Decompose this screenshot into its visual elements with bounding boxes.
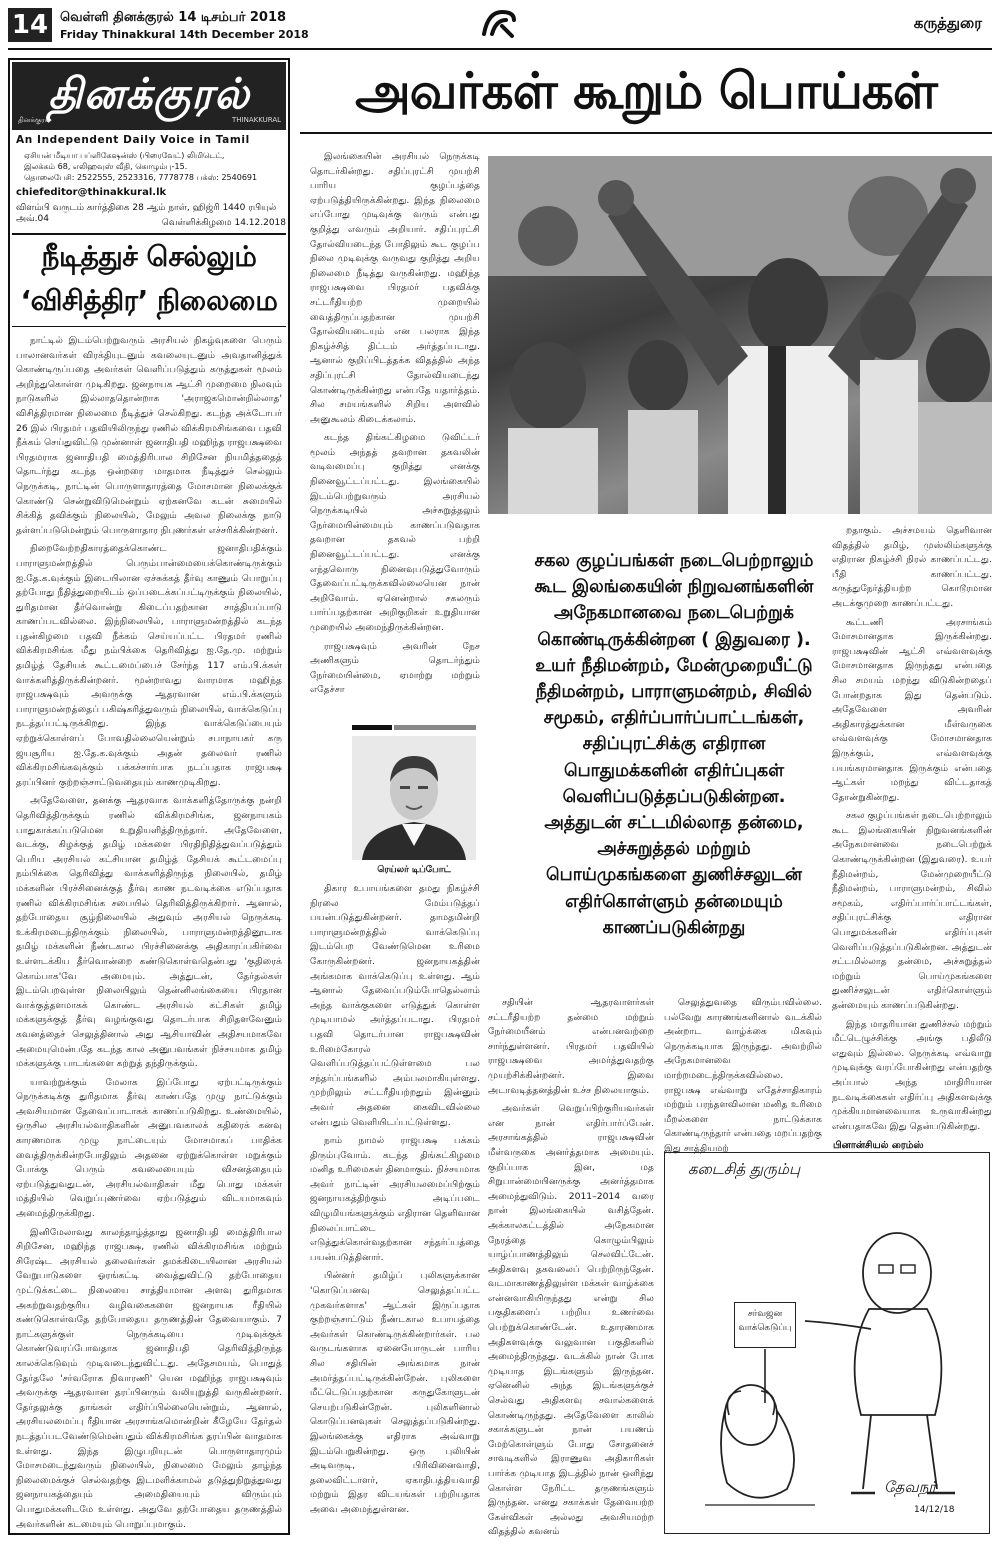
author-portrait-figure — [352, 736, 476, 860]
rally-photo — [488, 156, 992, 514]
editorial-paragraph: அதேவேளை, தனக்கு ஆதரவாக வாக்களித்தோருக்கு நன்றி தெரிவித்திருக்கும் ரணில் விக்கிரமசிங்க, ஜனநாயகம் பாதுகாக்கப்படுமென உறுதியளித்திருந்தார். அதேவேளை, வடக்கு, கிழக்குத் தமிழ் மக்களை பிரதிநிதித்துவப்படுத்தும் பெரிய அரசியல் கட்சியான தமிழ்த் தேசியக் கூட்டமைப்பு நம்பிக்கை தெரிவித்து வாக்களித்திருந்த நிலையில், தமிழ் மக்களின் பிரச்சினைக்குத் தீர்வு காண நடவடிக்கை எடுப்பதாக ரணில் விக்கிரமசிங்க சபையில் தெரிவித்திருக்கிறார். ஆனால், தற்போதைய சூழ்நிலையில் அதுவும் அரசியல் நெருக்கடி உக்கிரமடைந்திருக்கும் நிலையில், பாராளுமன்றத்தினூடாக தமிழ் மக்களின் நீண்டகால பிரச்சினைக்கு அதிகாரப்பகிர்வை உள்ளடக்கிய தீர்வொன்றை கண்டுகொள்வதென்பது 'குதிரைக் கொம்பாக'வே அமையும். அத்துடன், தேர்தல்கள் இடம்பெறவுள்ள நிலையிலும் தென்னிலங்கையை பிரதான வாக்குத்தளமாகக் கொண்ட அரசியல் கட்சிகள் தமிழ் மக்களுக்குத் தீர்வு வழங்குவது தொடர்பாக சிறிதளவேனும் கவனத்தைச் செலுத்தினால் அது ஆசியாவின் அதிசயமாகவே அமையுமென்பதே கடந்த கால அனுபவங்கள் நிச்சயமாக தமிழ் மக்களுக்கு பாடங்களை கற்றுத் தந்திருக்கும். — [16, 795, 282, 1070]
rally-photo-figures — [488, 156, 992, 514]
pull-quote: சகல குழப்பங்கள் நடைபெற்றாலும் கூட இலங்கையின் நிறுவனங்களின் அநேகமானவை நடைபெற்றுக் கொண்டிருக்கின்றன ( இதுவரை ). உயர் நீதிமன்றம், மேன்முறையீட்டு நீதிமன்றம், பாராளுமன்றம், சிவில் சமூகம், எதிர்ப்பார்ப்பாட்டங்கள், சதிப்புரட்சிக்கு எதிரான பொதுமக்களின் எதிர்ப்புகள் வெளிப்படுத்தப்படுகின்றன. அத்துடன் சட்டமில்லாத தன்மை, அச்சுறுத்தல் மற்றும் பொய்முகங்களை துணிச்சலுடன் எதிர்கொள்ளும் தன்மையும் காணப்படுகின்றது — [534, 551, 814, 938]
editorial-paragraph: இனிமேலாவது காலந்தாழ்த்தாது ஜனாதிபதி மைத்திரிபால சிறிசேன, மஹிந்த ராஜபக்ஷ, ரணில் விக்கிரமசிங்க மற்றும் சிரேஷ்ட அரசியல் தலைவர்கள் தமக்கிடையிலான அரசியல் வேறுபாடுகளை ஓரங்கட்டி வைத்துவிட்டு தற்போதைய முட்டுக்கட்டை நிலையை சாத்தியமான அளவு துரிதமாக அகற்றுவதற்குரிய வழிவகைகளை ஜனநாயக ரீதியில் கண்டுகொள்வதே தற்போதைய தருணத்தின் தேவையாகும். 7 நாட்களுக்குள் நெருக்கடியை முடிவுக்குக் கொண்டுவரப்போவதாக ஜனாதிபதி தெரிவித்திருந்த காலக்கெடுவும் முடிவடைந்துவிட்டது. அதேசமயம், பொதுத் தேர்தலே 'சர்வரோக நிவாரணி' யென மஹிந்த ராஜபக்ஷவும் அவருக்கு ஆதரவான தரப்பினரும் வலியுறுத்தி வருகின்றனர். தேர்தலுக்கு தாங்கள் எதிர்ப்பில்லையென்றும், ஆனால், அரசியலமைப்பு ரீதியான அரசாங்கமொன்றின் கீழேயே தேர்தல் நடத்தப்படவேண்டுமென்பதும் விக்கிரமசிங்க தரப்பின் வாதமாக உள்ளது. இந்த இழுபறியுடன் பொருளாதாரமும் மோசமடைந்துவரும் நிலையில், நிலைமை மேலும் தாழ்ந்த நிலைமைக்குச் செல்வதற்கு இடமளிக்காமல் தடுத்துநிறுத்துவது ஜனநாயகத்தையும் அமைதியையும் விரும்பும் பொதுமக்களிடமே உள்ளது. அதுவே தற்போதைய தருணத்தில் அவர்களின் கடமையும் பொறுப்புமாகும். — [16, 1226, 282, 1530]
editorial-paragraph: நிறைவேற்றதிகாரத்தைக்கொண்ட ஜனாதிபதிக்கும் பாராளுமன்றத்தில் பெரும்பான்மையைக்கொண்டிருக்கும் ஐ.தே.க.வுக்கும் இடையிலான ஏச்சுக்கத் தீர்வு காணும் பொறுப்பு தற்போது நீதித்துறையிடம் ஒப்படைக்கப்பட்டிருக்கும் நிலையில், துரிதமான தீர்வொன்று கிடைப்பதற்கான சாத்தியப்பாடு காணப்படவில்லை. இந்நிலையில், பாராளுமன்றத்தில் கடந்த புதன்கிழமை பதவி நீக்கம் செய்யப்பட்ட பிரதமர் ரணில் விக்கிரமசிங்க மீது நம்பிக்கை தெரிவித்து ஐ.தே.மு. மற்றும் தமிழ்த் தேசியக் கூட்டமைப்பைச் சேர்ந்த 117 எம்.பி.க்கள் வாக்களித்திருக்கின்றனர். மூன்றாவது வாரமாக மஹிந்த ராஜபக்ஷவும் அவருக்கு ஆதரவான எம்.பி.க்களும் பாராளுமன்றத்தைப் பகிஷ்கரித்துவரும் நிலையில், வாக்கெடுப்பு நடத்தப்பட்டிருக்கிறது. இந்த வாக்கெடுப்பையும் ஏற்றுக்கொள்ளப் போவதில்லையென்றும் சபாநாயகர் கரு ஜயசூரிய ஐ.தே.க.வுக்கும் அதன் தலைவர் ரணில் விக்கிரமசிங்கவுக்கும் பக்கச்சார்பாக நடப்பதாக ராஜபக்ஷ தரப்பினர் குற்றஞ்சாட்டுவதையும் காணமுடிகிறது. — [16, 543, 282, 788]
section-label: கருத்துரை — [913, 14, 982, 32]
author-portrait — [352, 736, 476, 860]
cartoon-title: கடைசித் துரும்பு — [688, 1160, 801, 1178]
article-paragraph: ராஜபக்ஷவும் அவரின் நேச அணிகளும் தொடர்ந்தும் நேர்மையின்மை, ஏமாற்று மற்றும் எதேச்சா — [310, 640, 480, 696]
article-column-4 — [832, 524, 992, 1136]
editorial-title-line2: ‘விசித்திர’ நிலைமை — [20, 284, 278, 317]
header-rule — [8, 48, 992, 50]
cartoonist-signature: தேவநர் — [884, 1478, 937, 1496]
article-paragraph: திகார உபாயங்களை தமது நிகழ்ச்சி நிரலை மேம்படுத்தப் பயன்படுத்துகின்றனர். தாமதமின்றி பாராளுமன்றத்தில் வாக்கெடுப்பு இடம்பெற வேண்டுமென உரிமை கோருகின்றனர். ஜனநாயகத்தின் அங்கமாக வாக்கெடுப்பு உள்ளது. ஆம் ஆனால் தேவைப்படும்போதெல்லாம் அந்த வாக்குகளை எடுத்துக் கொள்ள முடியாமல் அர்த்தப்படாது. பிரதமர் பதவி தொடர்பான ராஜபக்ஷவின் உரிமைகோரல் வெளிப்படுத்தப்பட்டுள்ளமை பல சந்தர்ப்பங்களில் அம்பலமாகியுள்ளது. முற்றிலும் சட்டரீதியற்றதும் இன்னும் அவர் அதனை கைவிடவில்லை என்பதும் வெளியிடப்பட்டுள்ளது. — [310, 883, 480, 1128]
article-column-1-bottom — [310, 882, 480, 1532]
cartoon-signboard — [734, 1302, 796, 1348]
article-paragraph: றதாகும். அச்சமயம் தெளிவான விதத்தில் தமிழ், முஸ்லிம்களுக்கு எதிரான நிகழ்ச்சி நிரல் காணப்பட்டது. பீதி காணப்பட்டது. கருத்துநேர்த்தியற்ற கொடூரமான அடக்குமுறை காணப்பட்டது. — [832, 525, 992, 609]
masthead-rule — [12, 233, 286, 235]
masthead-address: இலக்கம் 68, எலிஹவுஸ் வீதி, கொழும்பு-15. — [24, 162, 188, 171]
portrait-caption: ரெய்லர் டிப்போட் — [377, 865, 451, 875]
article-paragraph: சதியின் ஆதரவாளர்கள் சட்டரீதியற்ற தன்மை மற்றும் நேர்மையீனம் என்பனவற்றை சார்ந்துள்ளனர். பிரதமர் பதவியில் ராஜபக்ஷவை அமர்த்துவதற்கு முயற்சிக்கின்றனர். இவை அடாவடித்தனத்தின் உச்ச நிலையாகும். — [488, 997, 654, 1096]
masthead-weekday-date: வெள்ளிக்கிழமை 14.12.2018 — [161, 218, 286, 228]
article-paragraph: இலங்கையின் அரசியல் நெருக்கடி தொடர்கின்றது. சதிப்புரட்சி முயற்சி பாரிய குழப்பத்தை ஏற்படுத்தியிருக்கின்றது. இந்த நிலைமை எப்போது முடிவுக்கு வரும் என்பது குறித்து எவரும் அறியார். சதிப்புரட்சி தோல்வியடைந்த போதிலும் கூட குழப்ப நிலை முடிவுக்கு வருவது குறித்து அறிய நிலைமை நீடித்து வருகின்றது. மஹிந்த ராஜபக்ஷவை பிரதமர் பதவிக்கு சட்டரீதியற்ற முறையில் வைத்திருப்பதற்கான முயற்சி தோல்வியடையும் என பலராக இந்த நிகழ்ச்சித் திட்டம் அர்த்தப்படாது. ஆனால் குறிப்பிடத்தக்க விதத்தில் அந்த சதிப்புரட்சி தோல்வியடைந்து கொண்டிருக்கின்றது என்பதே யதார்த்தம். சில சமயங்களில் சிறிய அளவில் அனுகூலம் கிடைக்கலாம். — [310, 151, 480, 425]
article-paragraph: அவர்கள் வெறுப்பிற்குரியவர்கள் என நான் எதிர்பார்ப்பேன். அரசாங்கத்தில் ராஜபக்ஷவின் மீள்வருகை அனர்த்தமாக அமையும். குறிப்பாக இன, மத சிறுபான்மையினருக்கு அனர்த்தமாக அமைந்துவிடும். 2011–2014 வரை நான் இலங்கையில் வசித்தேன். அக்காலகட்டத்தில் அநேகமான நேரத்தை கொழும்பிலும் யாழ்ப்பாணத்திலும் செலவிட்டேன். அதிகளவு தகவலைப் பெற்றிருந்தேன். வடமாகாணத்திலுள்ள மக்கள் வாழ்க்கை என்னவாகியிருந்தது என்று சில பகுதிகளைப் பற்றிய உணர்வை பெற்றுக்கொண்டேன். உதாரணமாக அதிகளவுக்கு வலுவான பகுதிகளில் அமைந்திருந்தது. வடக்கில் நான் போக முடியாத இடங்களும் இருந்தன. ஏனெனில் அந்த இடங்களுக்குச் செல்வது அதிகளவு சவால்களைக் கொண்டிருந்தது. அதேவேளை காலில் சகாக்களுடன் நான் பயணம் மேற்கொள்ளும் போது சோதனைச் சாவடிகளில் இராணுவ அதிகாரிகள் பார்க்க முடியாத இடத்தில் நான் ஒளிந்து கொள்ள நேரிட்ட தருணங்களும் இருந்தன. எனது சகாக்கள் தேவையற்ற கேள்விகள் அல்லது அவசியமற்ற விதத்தில் கவனம் — [488, 1103, 654, 1538]
masthead-email: chiefeditor@thinakkural.lk — [16, 187, 167, 198]
portrait-accent-bar — [394, 725, 476, 730]
masthead-publisher: ஏசியன் மீடியா பப்ளிகேஷன்ஸ் (பிரைவேட்) லிமிடெட், — [24, 151, 225, 160]
editorial-body — [16, 334, 282, 1530]
article-paragraph: இந்த மாதரியான துணிச்சல் மற்றும் மீட்டெழுச்சிக்கு அங்கு பதிலீடு எதுவும் இல்லை. நெருக்கடி எவ்வாறு முடிவுக்கு வரப்போகின்றது என்பதற்கு அப்பால் அந்த மாதிரியான நடவடிக்கைகள் எதிர்ப்பு அதிகளவுக்கு முக்கியமானவையாக உருவாகின்றது என்பதாகவே இது தென்படுகின்றது. — [832, 1018, 992, 1132]
portrait-accent-bar — [352, 725, 392, 730]
masthead-phone: தொலைபேசி: 2522555, 2523316, 7778778 பக்ஸ்: 2540691 — [24, 173, 258, 182]
article-column-2-bottom — [488, 996, 654, 1538]
article-paragraph: செலுத்துவதை விரும்பவில்லை. பல்வேறு காரணங்களினால் வடக்கில் அன்றாட வாழ்க்கை மிகவும் நெருக்கடியாக இருந்தது. அவற்றில் அநேகமானவை மாற்றமடைந்திருக்கவில்லை. ராஜபக்ஷ எவ்வாறு எதேச்சாதிகாரம் மற்றும் பரந்தளவிலான மனித உரிமை மீறல்களை நாட்டுக்காக கொண்டிருந்தார் என்பதை மறப்பதற்கு இது சாத்தியமற் — [664, 997, 822, 1154]
page-number: 14 — [8, 8, 52, 42]
article-byline: பினான்சியல் ரைம்ஸ் — [833, 1140, 924, 1151]
masthead-logo-small-tamil: தினக்குரல் — [18, 116, 51, 124]
article-paragraph: நாம் நாமல் ராஜபக்ஷ பக்கம் திரும்புவோம். கடந்த திங்கட்கிழமை மனித உரிமைகள் தினமாகும். நிச்சயமாக அவர் நாட்டின் அரசியலமைப்பிற்கும் ஜனநாயகத்திற்கும் அடிப்படை விழுமியங்களுக்கும் எதிரான தெளிவான நிலைப்பாட்டை எடுத்துக்கொள்வதற்கான சந்தர்ப்பத்தை பயன்படுத்தினார். — [310, 1135, 480, 1263]
editorial-title-line1: நீடித்துச் செல்லும் — [41, 240, 257, 273]
article-column-1-top — [310, 150, 480, 718]
cartoon-signboard-line2: வாக்கெடுப்பு — [738, 1323, 792, 1333]
headline-rule — [300, 132, 992, 134]
editorial-paragraph: யாவற்றுக்கும் மேலாக இப்போது ஏற்பட்டிருக்கும் நெருக்கடிக்கு துரிதமாக தீர்வு காண்பதே முழு நாட்டுக்கும் அவசியமான தேவைப்பாடாகக் காணப்படுகிறது. உண்மையில், ஒருசில அரசியல்வாதிகளின் அனுபவகாலக் கதிரைக் கனவு காரணமாக முழு நாட்டையும் மோசமாகப் பாதிக்க வைத்திருக்கின்றபோதிலும் அதனை ஏற்றுக்கொள்ள மறுக்கும் போக்கு பெரும் கவலையையும் விசனத்தையும் ஏற்படுத்துவதுடன், அரசியல்வாதிகள் மீது பொது மக்கள் மத்தியில் வெறுப்புணர்வை ஏற்படுத்தும் விடயமாகவும் அமைந்திருக்கிறது. — [16, 1076, 282, 1220]
cartoon-signboard-line1: சர்வஜன — [747, 1309, 783, 1319]
editorial-paragraph: நாட்டில் இடம்பெற்றுவரும் அரசியல் நிகழ்வுகளை பெரும் பாலானவர்கள் விரக்தியுடனும் கவலையுடனும் அவதானித்துக் கொண்டிருப்பதை அவர்கள் வெளிப்படுத்தும் கருத்துகள் மூலம் அறிந்துகொள்ள முடிகிறது. ஜனநாயக ஆட்சி முறைமை நிலவும் நாடுகளில் இல்லாததொன்றாக 'அராஜகமொன்றில்லாத' விசித்திரமான நிலைமை நீடித்துச் செல்கிறது. கடந்த அக்டோபர் 26 இல் பிரதமர் பதவியிலிருந்து ரணில் விக்கிரமசிங்கவை பதவி நீக்கம் செய்துவிட்டு முன்னாள் ஜனாதிபதி மஹிந்த ராஜபக்ஷவை பிரதமராக ஜனாதிபதி மைத்திரிபால சிறிசேன நியமித்ததைத் தொடர்ந்து கடந்த ஒன்றரை மாதமாக நீடித்துச் செல்லும் நெருக்கடி, நாட்டின் பொருளாதாரத்தை மோசமான நிலைக்குக் கொண்டு சென்றுவிடுமென்றும் ஏற்கனவே கடன் சுமையில் சிக்கித் தவிக்கும் நிலையில், மேலும் அவல நிலைக்கு நாடு தள்ளப்படுமென்றும் பொருளாதார நிபுணர்கள் எச்சரிக்கின்றனர். — [16, 335, 282, 536]
cartoon-drawing — [665, 1153, 988, 1532]
date-tamil: வெள்ளி தினக்குரல் 14 டிசம்பர் 2018 — [60, 10, 287, 25]
date-english: Friday Thinakkural 14th December 2018 — [60, 28, 309, 41]
masthead-calendar: விளம்பி வருடம் கார்த்திகை 28 ஆம் நாள், ஹிஜ்ரி 1440 ரபியுல் அவ்.04 — [16, 203, 277, 224]
article-headline: அவர்கள் கூறும் பொய்கள் — [355, 62, 937, 120]
article-column-3-bottom — [664, 996, 822, 1154]
article-paragraph: கடந்த திங்கட்கிழமை டுவிட்டர் மூலம் அந்தத் தவறான தகவலின் வடிவமைப்பு குறித்து எனக்கு நினைவூட்டப்பட்டது. இலங்கையில் இடம்பெற்றுவரும் அரசியல் நெருக்கடியில் அச்சுறுத்தலும் நேர்மையின்மையும் காணப்படுவதாக தவறான தகவல் பற்றி நினைவூட்டப்பட்டது. எனக்கு எந்தவொரு நினைவுபடுத்துவோரும் தேவைப்பட்டிருக்கவில்லையென நான் அறிவோம். ஏனென்றால் சகலரும் பார்ப்பதற்கான அறிகுறிகள் உறுதியான முறையில் அமைந்திருக்கின்றன. — [310, 432, 480, 633]
article-paragraph: கூட்டணி அரசாங்கம் மோசமானதாக இருக்கின்றது. ராஜபக்ஷவின் ஆட்சி எவ்வளவுக்கு மோசமானதாக இருந்தது என்பதை சில சமயம் மறந்து விடுகின்றதைப் போன்றதாக இது தென்படும். அதேவேளை அவரின் அதிகாரத்துக்கான மீள்வருகை எவ்வளவுக்கு மோசமானதாக இருக்கும், எவ்வளவுக்கு பயங்கரமானதாக இருக்கும் என்பதை ஆட்கள் மறந்து விட்டதாகத் தோன்றுகின்றது. — [832, 616, 992, 803]
cartoon-sign-date: 14/12/18 — [914, 1505, 955, 1515]
masthead-tagline: An Independent Daily Voice in Tamil — [16, 134, 250, 146]
editorial-title-rule — [12, 326, 286, 327]
article-paragraph: சகல குழப்பங்கள் நடைபெற்றாலும் கூட இலங்கையின் நிறுவனங்களின் அநேகமானவை நடைபெற்றுக் கொண்டிருக்கின்றன (இதுவரை). உயர் நீதிமன்றம், மேன்முறையீட்டு நீதிமன்றம், பாராளுமன்றம், சிவில் சமூகம், எதிர்ப்பார்ப்பாட்டங்கள், சதிப்புரட்சிக்கு எதிரான பொதுமக்களின் எதிர்ப்புகள் வெளிப்படுத்தப்படுகின்றன. அத்துடன் சட்டமில்லாத தன்மை, அச்சுறுத்தல் மற்றும் பொய்முகங்களை துணிச்சலுடன் எதிர்கொள்ளும் தன்மையும் காணப்படுகின்றது. — [832, 810, 992, 1011]
cartoon-frame — [664, 1152, 990, 1534]
thinakkural-emblem-icon — [478, 6, 522, 40]
masthead-logo: தினக்குரல் — [12, 62, 286, 130]
masthead-logo-small-english: THINAKKURAL — [232, 116, 282, 124]
article-paragraph: பின்னர் தமிழ்ப் புலிகளுக்கான 'கொடுப்பனவு செலுத்தப்பட்ட முகவர்களாக' ஆட்கள் இருப்பதாக குற்றஞ்சாட்டும் நீண்டகால உபாயத்தை அவர்கள் கொண்டிருக்கின்றார்கள். பல வருடங்களாக ஏனையோருடன் பாரிய சில சதியின் அங்கமாக நான் அமர்த்தப்பட்டிருக்கின்றேன். புலிகளை மீட்டெடுப்பதற்கான கருதுகோளுடன் செயற்படுகின்றேன். புலிகளினால் கொடுப்பனவுகள் செலுத்தப்படுகின்றது. இலங்கைக்கு எதிராக அவ்வாறு இடம்பெறுகின்றது. ஒரு புலியின் அடிவருடி, பிரிவினைவாதி, தலைவிட்டாளர், ஏகாதிபத்தியவாதி மற்றும் இதர விடயங்கள் பற்றியதாக அவை அமைந்துள்ளன. — [310, 1270, 480, 1515]
